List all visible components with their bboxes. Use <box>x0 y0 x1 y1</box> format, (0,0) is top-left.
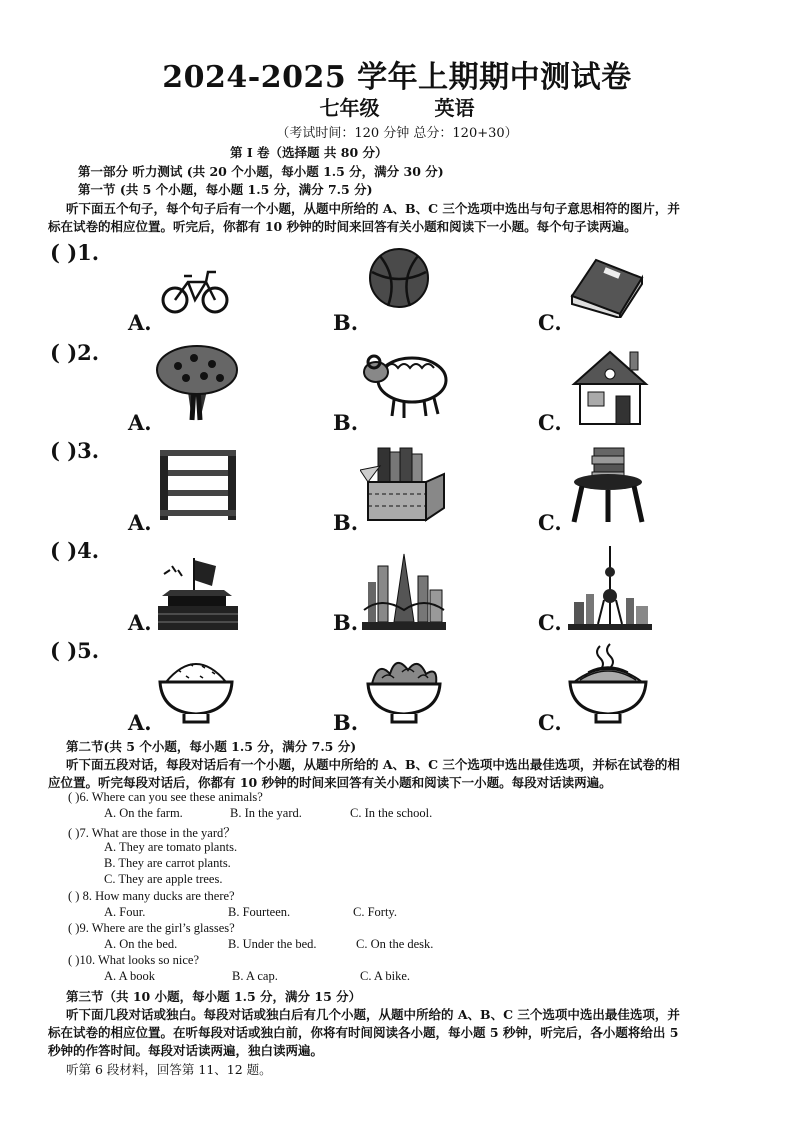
q3-option-c[interactable]: C. <box>538 510 562 535</box>
grade-label: 七年级 <box>319 96 380 120</box>
question-8-stem[interactable]: ( ) 8. How many ducks are there? <box>68 889 235 903</box>
london-skyline-icon <box>362 546 446 632</box>
q6-option-c[interactable]: C. In the school. <box>350 806 433 820</box>
sheep-icon <box>360 348 450 420</box>
dumplings-bowl-icon <box>364 650 444 724</box>
q8-option-b[interactable]: B. Fourteen. <box>228 905 291 919</box>
q3-option-a[interactable]: A. <box>128 510 152 535</box>
q7-option-b[interactable]: B. They are carrot plants. <box>104 856 231 870</box>
q2-option-b[interactable]: B. <box>333 410 359 435</box>
section2-instructions-1: 听下面五段对话，每段对话后有一个小题，从题中所给的 A、B、C 三个选项中选出最佳选项，并标在试卷的相 <box>66 757 680 772</box>
bicycle-icon <box>160 262 230 316</box>
section3-note: 听第 6 段材料，回答第 11、12 题。 <box>66 1062 272 1077</box>
question-4-label[interactable]: ( )4. <box>50 538 100 563</box>
section1-heading: 第一节 (共 5 个小题，每小题 1.5 分，满分 7.5 分) <box>78 182 373 197</box>
section3-instructions-1: 听下面几段对话或独白。每段对话或独白后有几个小题，从题中所给的 A、B、C 三个选项中选出最佳选项，并 <box>66 1007 680 1022</box>
noodles-bowl-icon <box>566 642 650 726</box>
q4-option-b[interactable]: B. <box>333 610 359 635</box>
q1-option-c[interactable]: C. <box>538 310 562 335</box>
question-10-stem[interactable]: ( )10. What looks so nice? <box>68 953 199 967</box>
section3-instructions-3: 秒钟的作答时间。每段对话读两遍，独白读两遍。 <box>48 1043 324 1058</box>
q10-option-c[interactable]: C. A bike. <box>360 969 411 983</box>
q2-option-c[interactable]: C. <box>538 410 562 435</box>
q9-option-a[interactable]: A. On the bed. <box>104 937 178 951</box>
question-1-label[interactable]: ( )1. <box>50 240 100 265</box>
house-icon <box>570 346 650 428</box>
q9-option-b[interactable]: B. Under the bed. <box>228 937 317 951</box>
q9-option-c[interactable]: C. On the desk. <box>356 937 434 951</box>
shanghai-skyline-icon <box>568 544 652 632</box>
q6-option-b[interactable]: B. In the yard. <box>230 806 302 820</box>
book-icon <box>568 256 646 318</box>
subject-label: 英语 <box>434 96 475 120</box>
exam-subtitle <box>0 92 794 121</box>
q7-option-a[interactable]: A. They are tomato plants. <box>104 840 238 854</box>
question-2-label[interactable]: ( )2. <box>50 340 100 365</box>
stool-with-books-icon <box>568 446 648 524</box>
part1-heading: 第一部分 听力测试 (共 20 个小题，每小题 1.5 分，满分 30 分) <box>78 164 444 179</box>
q4-option-a[interactable]: A. <box>128 610 152 635</box>
question-5-label[interactable]: ( )5. <box>50 638 100 663</box>
q1-option-b[interactable]: B. <box>333 310 359 335</box>
tiananmen-icon <box>154 556 242 632</box>
section3-heading: 第三节（共 10 小题，每小题 1.5 分，满分 15 分） <box>66 989 362 1004</box>
q1-option-a[interactable]: A. <box>128 310 152 335</box>
section2-instructions-2: 应位置。听完每段对话后，你都有 10 秒钟的时间来回答有关小题和阅读下一小题。每段对话读两遍。 <box>48 775 612 790</box>
q2-option-a[interactable]: A. <box>128 410 152 435</box>
q6-option-a[interactable]: A. On the farm. <box>104 806 183 820</box>
q5-option-c[interactable]: C. <box>538 710 562 735</box>
q5-option-a[interactable]: A. <box>128 710 152 735</box>
rice-bowl-icon <box>156 652 236 724</box>
q10-option-b[interactable]: B. A cap. <box>232 969 278 983</box>
q8-option-a[interactable]: A. Four. <box>104 905 146 919</box>
q7-option-c[interactable]: C. They are apple trees. <box>104 872 223 886</box>
basketball-icon <box>368 246 430 312</box>
q5-option-b[interactable]: B. <box>333 710 359 735</box>
tree-icon <box>154 344 240 422</box>
question-3-label[interactable]: ( )3. <box>50 438 100 463</box>
q4-option-c[interactable]: C. <box>538 610 562 635</box>
section2-heading: 第二节(共 5 个小题，每小题 1.5 分，满分 7.5 分) <box>66 739 357 754</box>
section1-instructions-1: 听下面五个句子，每个句子后有一个小题，从题中所给的 A、B、C 三个选项中选出与句子意思相符的图片，并 <box>66 201 680 216</box>
q8-option-c[interactable]: C. Forty. <box>353 905 397 919</box>
section3-instructions-2: 标在试卷的相应位置。在听每段对话或独白前，你将有时间阅读各小题，每小题 5 秒钟，听完后，各小题将给出 5 <box>48 1025 679 1040</box>
question-7-stem[interactable]: ( )7. What are those in the yard？ <box>68 826 236 840</box>
question-9-stem[interactable]: ( )9. Where are the girl’s glasses? <box>68 921 235 935</box>
exam-info: （考试时间：120 分钟 总分：120+30） <box>276 126 518 141</box>
question-6-stem[interactable]: ( )6. Where can you see these animals? <box>68 790 263 804</box>
exam-title: 2024-2025 学年上期期中测试卷 <box>162 60 632 95</box>
box-of-books-icon <box>360 446 446 522</box>
shelf-icon <box>156 446 240 522</box>
q10-option-a[interactable]: A. A book <box>104 969 156 983</box>
section1-instructions-2: 标在试卷的相应位置。听完后，你都有 10 秒钟的时间来回答有关小题和阅读下一小题。每个句子读两遍。 <box>48 219 637 234</box>
volume-heading: 第 I 卷（选择题 共 80 分） <box>230 145 388 160</box>
q3-option-b[interactable]: B. <box>333 510 359 535</box>
